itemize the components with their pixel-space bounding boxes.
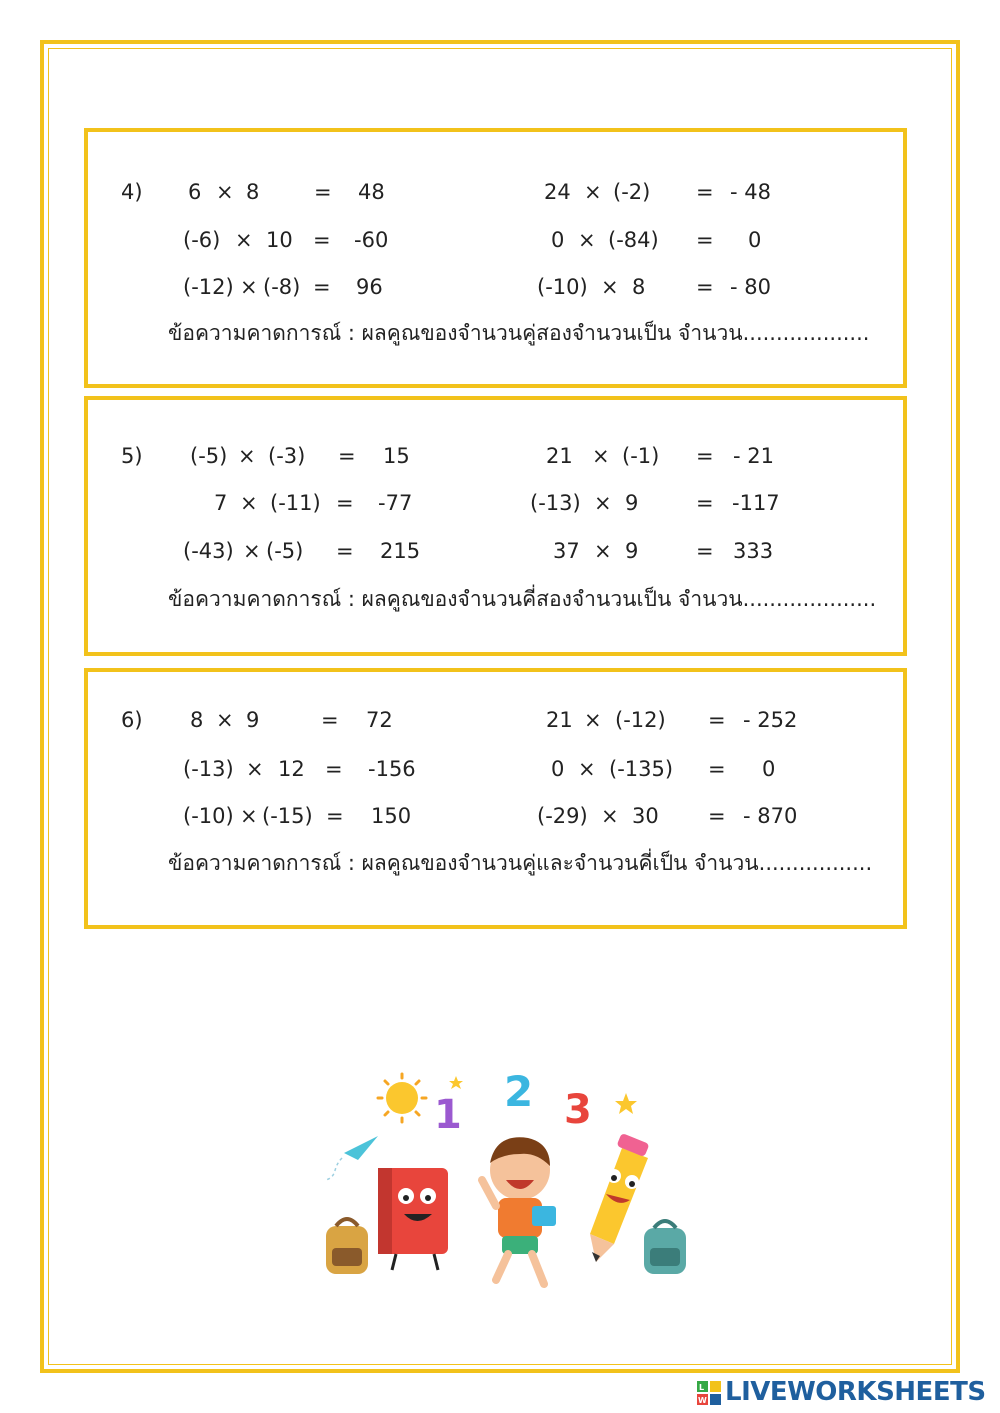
operand-a: (-12) xyxy=(183,275,234,299)
result: 48 xyxy=(358,180,385,204)
operator: × xyxy=(216,708,234,732)
equals-sign: = xyxy=(696,491,714,515)
conjecture-statement: ข้อความคาดการณ์ : ผลคูณของจำนวนคี่สองจำนวนเป็น จำนวน.................... xyxy=(168,587,877,611)
star-icon xyxy=(449,1076,463,1089)
result: 72 xyxy=(366,708,393,732)
equals-sign: = xyxy=(696,275,714,299)
operator: × xyxy=(594,539,612,563)
result: - 870 xyxy=(743,804,798,828)
operand-a: 21 xyxy=(546,444,573,468)
problem-number: 6) xyxy=(121,708,143,732)
problem-number: 5) xyxy=(121,444,143,468)
result: -156 xyxy=(368,757,416,781)
operator: × xyxy=(578,757,596,781)
backpack-icon xyxy=(644,1221,686,1274)
operand-a: 37 xyxy=(553,539,580,563)
equals-sign: = xyxy=(696,228,714,252)
equals-sign: = xyxy=(696,180,714,204)
result: -77 xyxy=(378,491,413,515)
problem-box-5 xyxy=(84,396,907,656)
pencil-character xyxy=(590,1133,650,1262)
operator: × xyxy=(238,444,256,468)
result: -60 xyxy=(354,228,389,252)
equals-sign: = xyxy=(314,180,332,204)
operand-b: (-12) xyxy=(615,708,666,732)
operand-a: 7 xyxy=(214,491,228,515)
operand-b: 8 xyxy=(246,180,260,204)
operand-b: (-1) xyxy=(622,444,660,468)
operand-b: 9 xyxy=(246,708,260,732)
operand-a: 0 xyxy=(551,757,565,781)
operand-b: (-11) xyxy=(270,491,321,515)
operand-b: 9 xyxy=(625,539,639,563)
backpack-icon xyxy=(326,1219,368,1274)
sun-icon xyxy=(378,1074,426,1122)
paper-plane-icon xyxy=(326,1136,378,1180)
operand-a: (-43) xyxy=(183,539,234,563)
equals-sign: = xyxy=(336,491,354,515)
operand-b: (-3) xyxy=(268,444,306,468)
result: - 48 xyxy=(730,180,771,204)
operator: × xyxy=(240,804,258,828)
kids-learning-illustration xyxy=(296,1048,716,1308)
operand-b: (-84) xyxy=(608,228,659,252)
equals-sign: = xyxy=(336,539,354,563)
operator: × xyxy=(235,228,253,252)
result: 215 xyxy=(380,539,421,563)
operand-b: 10 xyxy=(266,228,293,252)
book-character xyxy=(378,1168,448,1270)
operator: × xyxy=(584,180,602,204)
boy-character xyxy=(482,1137,556,1284)
digit-three: 3 xyxy=(564,1087,592,1133)
equals-sign: = xyxy=(313,275,331,299)
problem-box-6 xyxy=(84,668,907,929)
operand-b: (-15) xyxy=(262,804,313,828)
operand-a: 24 xyxy=(544,180,571,204)
equals-sign: = xyxy=(326,804,344,828)
logo-badge-icon xyxy=(697,1381,721,1405)
equals-sign: = xyxy=(708,757,726,781)
operand-b: (-135) xyxy=(609,757,674,781)
operand-b: 8 xyxy=(632,275,646,299)
equals-sign: = xyxy=(313,228,331,252)
operand-a: 8 xyxy=(190,708,204,732)
operator: × xyxy=(584,708,602,732)
equals-sign: = xyxy=(696,539,714,563)
equals-sign: = xyxy=(696,444,714,468)
result: 0 xyxy=(748,228,762,252)
operand-a: (-29) xyxy=(537,804,588,828)
operator: × xyxy=(601,804,619,828)
operand-a: (-6) xyxy=(183,228,221,252)
operand-a: 6 xyxy=(188,180,202,204)
digit-one: 1 xyxy=(434,1092,462,1138)
equals-sign: = xyxy=(708,804,726,828)
digit-two: 2 xyxy=(504,1067,534,1116)
operand-b: 9 xyxy=(625,491,639,515)
operand-a: (-13) xyxy=(183,757,234,781)
conjecture-statement: ข้อความคาดการณ์ : ผลคูณของจำนวนคู่และจำนวนคี่เป็น จำนวน................. xyxy=(168,851,873,875)
equals-sign: = xyxy=(338,444,356,468)
operand-a: (-10) xyxy=(183,804,234,828)
operand-b: 12 xyxy=(278,757,305,781)
operand-b: (-5) xyxy=(266,539,304,563)
star-icon xyxy=(615,1093,637,1114)
operator: × xyxy=(246,757,264,781)
problem-box-4 xyxy=(84,128,907,388)
operator: × xyxy=(578,228,596,252)
operator: × xyxy=(592,444,610,468)
operand-a: (-5) xyxy=(190,444,228,468)
operand-a: (-10) xyxy=(537,275,588,299)
operator: × xyxy=(243,539,261,563)
result: 0 xyxy=(762,757,776,781)
badge-letter: W xyxy=(698,1396,707,1405)
operand-a: (-13) xyxy=(530,491,581,515)
operator: × xyxy=(240,491,258,515)
result: 15 xyxy=(383,444,410,468)
operand-a: 0 xyxy=(551,228,565,252)
logo-text: LIVEWORKSHEETS xyxy=(725,1377,986,1407)
result: - 252 xyxy=(743,708,798,732)
result: 96 xyxy=(356,275,383,299)
operand-b: (-8) xyxy=(263,275,301,299)
operand-b: 30 xyxy=(632,804,659,828)
operator: × xyxy=(240,275,258,299)
operand-a: 21 xyxy=(546,708,573,732)
operator: × xyxy=(594,491,612,515)
equals-sign: = xyxy=(708,708,726,732)
result: 333 xyxy=(733,539,774,563)
operator: × xyxy=(216,180,234,204)
equals-sign: = xyxy=(325,757,343,781)
result: - 80 xyxy=(730,275,771,299)
conjecture-statement: ข้อความคาดการณ์ : ผลคูณของจำนวนคู่สองจำนวนเป็น จำนวน................... xyxy=(168,321,870,345)
problem-number: 4) xyxy=(121,180,143,204)
equals-sign: = xyxy=(321,708,339,732)
badge-letter: L xyxy=(699,1383,705,1392)
result: 150 xyxy=(371,804,412,828)
result: -117 xyxy=(732,491,780,515)
result: - 21 xyxy=(733,444,774,468)
operator: × xyxy=(601,275,619,299)
operand-b: (-2) xyxy=(613,180,651,204)
